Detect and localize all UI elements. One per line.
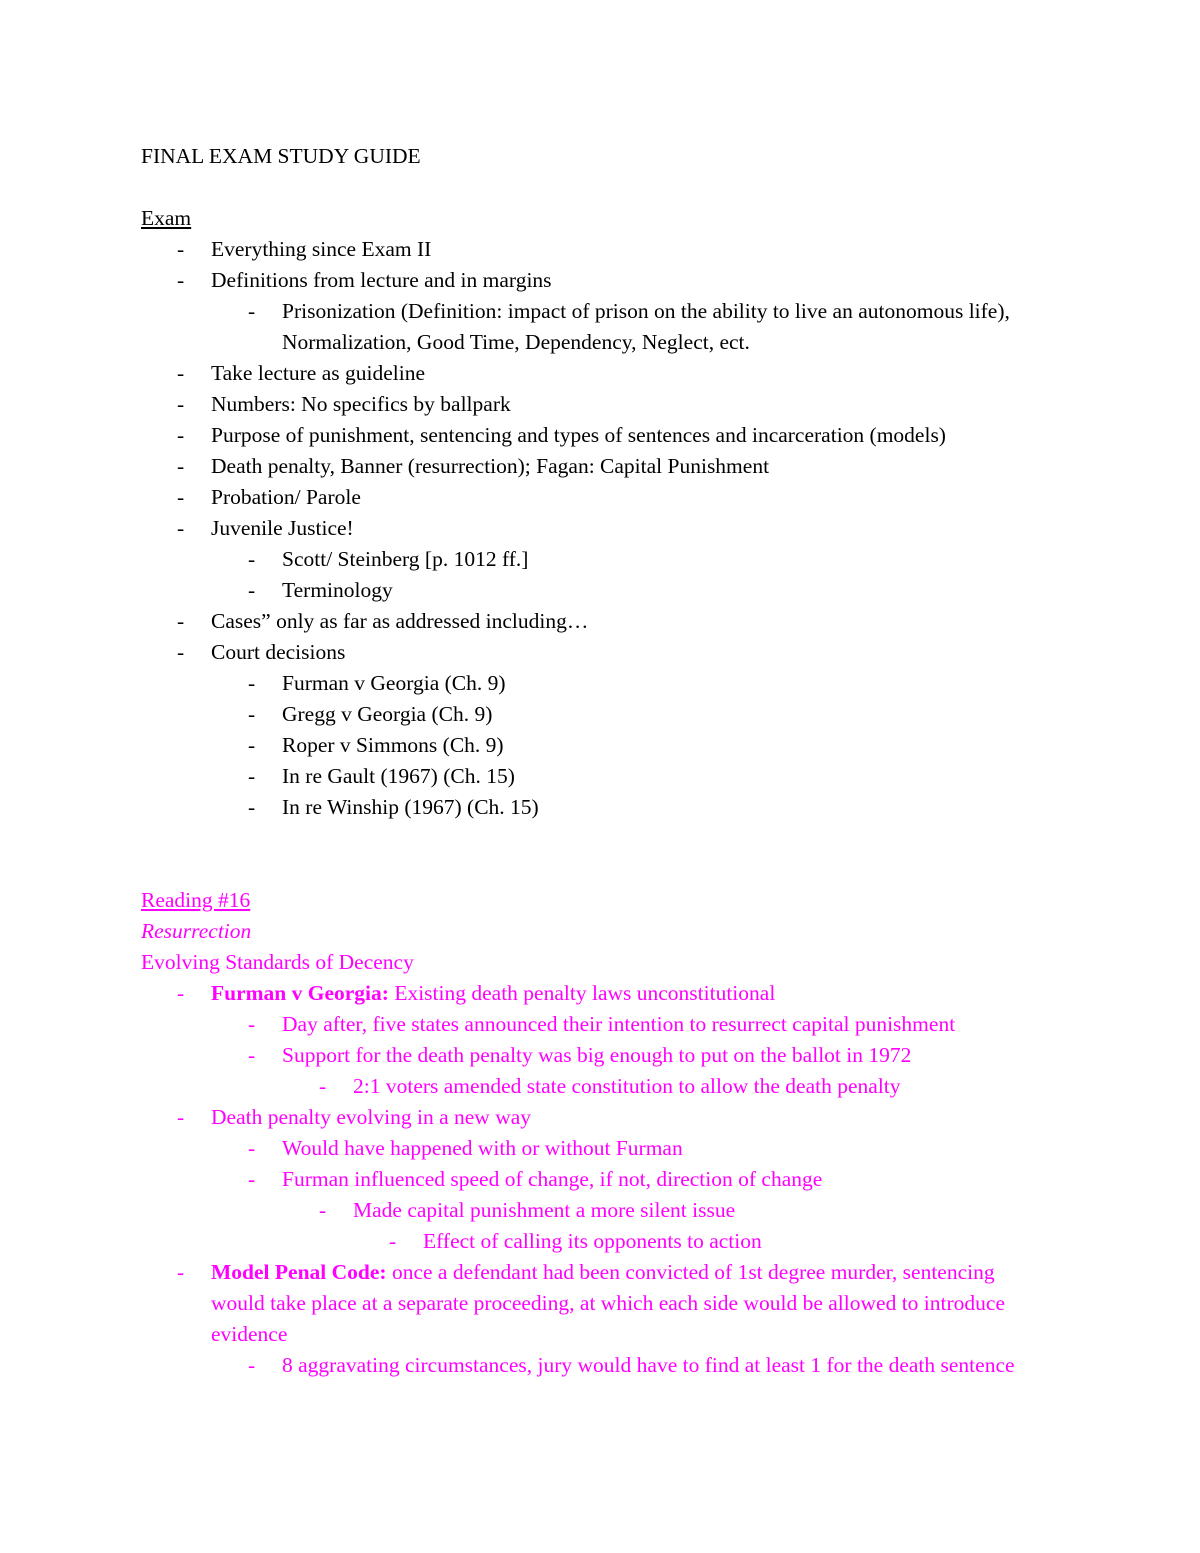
list-item-text: Existing death penalty laws unconstitutional [388, 981, 776, 1005]
list-item [141, 1257, 1041, 1350]
bullet-dash: - [177, 361, 185, 385]
list-item [141, 358, 1041, 389]
list-item-text: Everything since Exam II [211, 237, 432, 261]
list-item-text: In re Gault (1967) (Ch. 15) [282, 764, 515, 788]
list-item-text: Death penalty, Banner (resurrection); Fagan: Capital Punishment [211, 454, 770, 478]
list-item [141, 575, 1041, 606]
bullet-dash: - [177, 423, 185, 447]
list-item [141, 544, 1041, 575]
list-item-text: Day after, five states announced their intention to resurrect capital punishment [282, 1012, 956, 1036]
list-item [141, 1071, 1041, 1102]
bullet-dash: - [177, 640, 185, 664]
list-item-text: Support for the death penalty was big enough to put on the ballot in 1972 [282, 1043, 912, 1067]
list-item [141, 234, 1041, 265]
list-item [141, 420, 1041, 451]
list-item [141, 668, 1041, 699]
list-item [141, 1009, 1041, 1040]
list-item [141, 1164, 1041, 1195]
list-item-text: Furman v Georgia (Ch. 9) [282, 671, 506, 695]
list-item-text: Juvenile Justice! [211, 516, 354, 540]
bullet-dash: - [177, 485, 185, 509]
list-item-text: Cases” only as far as addressed including… [211, 609, 589, 633]
list-item-text: Take lecture as guideline [211, 361, 425, 385]
list-item [141, 482, 1041, 513]
bullet-dash: - [177, 981, 185, 1005]
spacer [141, 823, 1041, 885]
term-label: Furman v Georgia: [211, 981, 389, 1005]
bullet-dash: - [248, 764, 256, 788]
list-item-text: Probation/ Parole [211, 485, 361, 509]
bullet-dash: - [177, 392, 185, 416]
list-item-text: Purpose of punishment, sentencing and types of sentences and incarceration (models) [211, 423, 946, 447]
list-item-text: 2:1 voters amended state constitution to allow the death penalty [353, 1074, 901, 1098]
bullet-dash: - [248, 1012, 256, 1036]
list-item [141, 265, 1041, 296]
list-item-text: Roper v Simmons (Ch. 9) [282, 733, 504, 757]
list-item-text: Would have happened with or without Furman [282, 1136, 683, 1160]
list-item [141, 513, 1041, 544]
bullet-dash: - [248, 1136, 256, 1160]
list-item [141, 761, 1041, 792]
list-item-text: Effect of calling its opponents to action [423, 1229, 762, 1253]
bullet-dash: - [248, 702, 256, 726]
list-item [141, 451, 1041, 482]
list-item [141, 1195, 1041, 1226]
list-item [141, 792, 1041, 823]
list-item [141, 1226, 1041, 1257]
bullet-dash: - [248, 1043, 256, 1067]
bullet-dash: - [248, 1353, 256, 1377]
list-item [141, 296, 1041, 358]
bullet-dash: - [177, 516, 185, 540]
exam-heading: Exam [141, 206, 192, 230]
list-item-text: Definitions from lecture and in margins [211, 268, 552, 292]
list-item [141, 1133, 1041, 1164]
list-item-text: Furman influenced speed of change, if not, direction of change [282, 1167, 823, 1191]
reading-heading: Reading #16 [141, 888, 251, 912]
bullet-dash: - [319, 1074, 327, 1098]
reading-subheading: Resurrection [141, 919, 252, 943]
list-item [141, 730, 1041, 761]
bullet-dash: - [389, 1229, 397, 1253]
list-item-text: Prisonization (Definition: impact of prison on the ability to live an autonomous life), Normalization, Good Time, Dependency, Neglect, ect. [282, 299, 1010, 354]
spacer [141, 172, 1041, 203]
list-item-text: Death penalty evolving in a new way [211, 1105, 532, 1129]
bullet-dash: - [177, 454, 185, 478]
bullet-dash: - [248, 671, 256, 695]
bullet-dash: - [248, 578, 256, 602]
bullet-dash: - [248, 733, 256, 757]
bullet-dash: - [177, 268, 185, 292]
bullet-dash: - [248, 299, 256, 323]
bullet-dash: - [248, 795, 256, 819]
bullet-dash: - [177, 1260, 185, 1284]
bullet-dash: - [177, 1105, 185, 1129]
list-item [141, 1040, 1041, 1071]
list-item-text: Terminology [282, 578, 393, 602]
term-label: Model Penal Code: [211, 1260, 387, 1284]
document-title: FINAL EXAM STUDY GUIDE [141, 144, 421, 168]
bullet-dash: - [248, 547, 256, 571]
list-item-text: In re Winship (1967) (Ch. 15) [282, 795, 539, 819]
list-item-text: 8 aggravating circumstances, jury would have to find at least 1 for the death sentence [282, 1353, 1015, 1377]
bullet-dash: - [319, 1198, 327, 1222]
list-item-text: Court decisions [211, 640, 346, 664]
list-item [141, 978, 1041, 1009]
list-item-text: Scott/ Steinberg [p. 1012 ff.] [282, 547, 529, 571]
document-page [141, 141, 1041, 1381]
list-item [141, 637, 1041, 668]
bullet-dash: - [177, 609, 185, 633]
list-item [141, 699, 1041, 730]
list-item-text: once a defendant had been convicted of 1st degree murder, sentencing would take place at a separate proceeding, at which each side would be allowed to introduce evidence [211, 1260, 1005, 1346]
list-item [141, 1102, 1041, 1133]
list-item-text: Gregg v Georgia (Ch. 9) [282, 702, 493, 726]
list-item-text: Numbers: No specifics by ballpark [211, 392, 511, 416]
list-item [141, 606, 1041, 637]
bullet-dash: - [248, 1167, 256, 1191]
list-item [141, 1350, 1041, 1381]
list-item-text: Made capital punishment a more silent issue [353, 1198, 736, 1222]
bullet-dash: - [177, 237, 185, 261]
reading-topic: Evolving Standards of Decency [141, 950, 414, 974]
list-item [141, 389, 1041, 420]
